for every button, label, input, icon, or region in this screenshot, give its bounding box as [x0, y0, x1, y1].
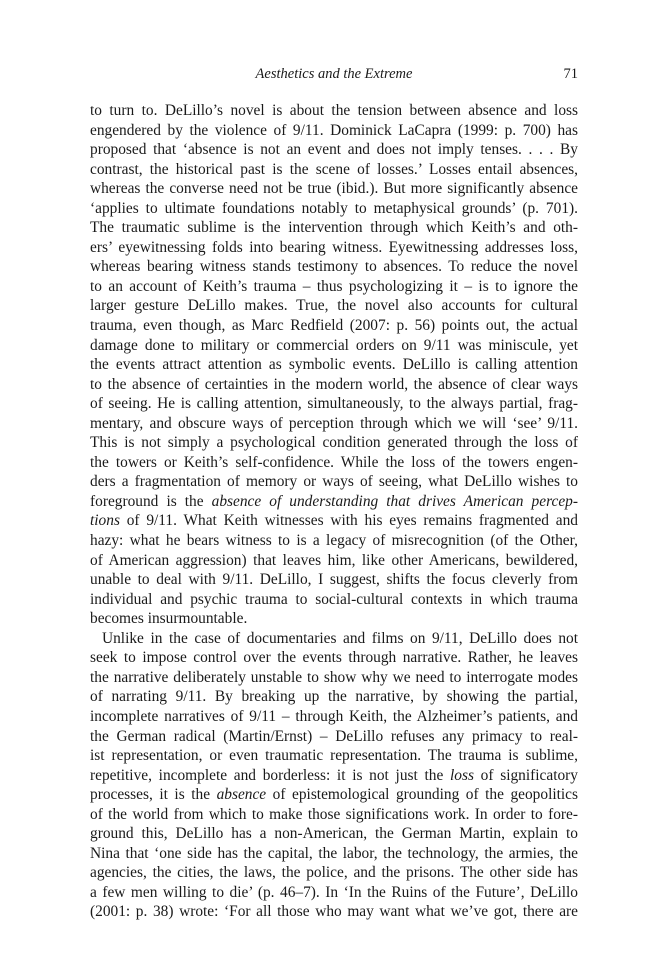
running-head [90, 66, 578, 86]
text-run: larger gesture DeLillo makes. True, the novel also accounts for cultural [90, 297, 578, 315]
italic-run: absence [216, 786, 267, 804]
text-run: of American aggression) that leaves him, like other Americans, bewildered, [90, 551, 578, 569]
text-line [90, 687, 578, 707]
text-line [90, 785, 578, 805]
text-line [90, 101, 578, 121]
text-line [90, 609, 578, 629]
text-line [90, 531, 578, 551]
text-run: The traumatic sublime is the intervention through which Keith’s and oth- [90, 219, 578, 237]
text-run: of narrating 9/11. By breaking up the narrative, by showing the partial, [90, 688, 578, 706]
text-run: This is not simply a psychological condition generated through the loss of [90, 434, 578, 452]
text-run: engendered by the violence of 9/11. Dominick LaCapra (1999: p. 700) has [90, 121, 578, 139]
text-run: ‘applies to ultimate foundations notably to metaphysical grounds’ (p. 701). [90, 199, 578, 217]
text-line [90, 160, 578, 180]
text-run: the German radical (Martin/Ernst) – DeLillo refuses any primacy to real- [90, 727, 578, 745]
text-run: ground this, DeLillo has a non-American, the German Martin, explain to [90, 825, 578, 843]
text-line [90, 257, 578, 277]
text-line [90, 707, 578, 727]
italic-run: tions [90, 512, 120, 530]
text-run: unable to deal with 9/11. DeLillo, I suggest, shifts the focus cleverly from [90, 571, 578, 589]
text-run: to the absence of certainties in the modern world, the absence of clear ways [90, 375, 578, 393]
text-run: the narrative deliberately unstable to show why we need to interrogate modes [90, 668, 578, 686]
text-line [90, 375, 578, 395]
text-line [90, 863, 578, 883]
text-line [90, 179, 578, 199]
text-line [90, 414, 578, 434]
text-run: repetitive, incomplete and borderless: it is not just the [90, 766, 451, 784]
text-run: of the world from which to make those significations work. In order to fore- [90, 805, 578, 823]
text-run: mentary, and obscure ways of perception through which we will ‘see’ 9/11. [90, 414, 578, 432]
text-line [90, 902, 578, 922]
text-run: agencies, the cities, the laws, the police, and the prisons. The other side has [90, 864, 578, 882]
italic-run: absence of understanding that drives American percep- [211, 492, 578, 510]
page-number: 71 [563, 66, 578, 82]
text-run: contrast, the historical past is the scene of losses.’ Losses entail absences, [90, 160, 578, 178]
text-run: the events attract attention as symbolic events. DeLillo is calling attention [90, 356, 578, 374]
text-line [90, 570, 578, 590]
text-line [90, 883, 578, 903]
text-line [90, 238, 578, 258]
text-run: individual and psychic trauma to social-cultural contexts in which trauma [90, 590, 578, 608]
text-line [90, 199, 578, 219]
paragraph [90, 101, 578, 629]
text-line [90, 766, 578, 786]
text-run: ist representation, or even traumatic representation. The trauma is sublime, [90, 747, 578, 765]
text-run: becomes insurmountable. [90, 610, 248, 628]
text-line [90, 394, 578, 414]
text-line [90, 844, 578, 864]
text-line [90, 824, 578, 844]
paragraph [90, 629, 578, 922]
text-line [90, 511, 578, 531]
text-line [90, 805, 578, 825]
text-run: Unlike in the case of documentaries and films on 9/11, DeLillo does not [102, 629, 578, 647]
text-run: trauma, even though, as Marc Redfield (2007: p. 56) points out, the actual [90, 317, 578, 335]
text-line [90, 590, 578, 610]
text-run: to turn to. DeLillo’s novel is about the tension between absence and loss [90, 102, 578, 119]
text-run: of significatory [473, 766, 578, 784]
text-line [90, 316, 578, 336]
text-line [90, 355, 578, 375]
text-run: of seeing. He is calling attention, simultaneously, to the always partial, frag- [90, 395, 578, 413]
text-line [90, 551, 578, 571]
text-line [90, 433, 578, 453]
italic-run: loss [450, 766, 474, 784]
text-run: whereas the converse need not be true (ibid.). But more significantly absence [90, 180, 578, 198]
text-line [90, 648, 578, 668]
text-run: the towers or Keith’s self-confidence. While the loss of the towers engen- [90, 453, 578, 471]
text-run: of 9/11. What Keith witnesses with his eyes remains fragmented and [119, 512, 578, 530]
text-run: to an account of Keith’s trauma – thus psychologizing it – is to ignore the [90, 277, 578, 295]
text-run: processes, it is the [90, 786, 217, 804]
text-run: of epistemological grounding of the geopolitics [266, 786, 578, 804]
text-line [90, 121, 578, 141]
text-run: (2001: p. 38) wrote: ‘For all those who may want what we’ve got, there are [90, 903, 578, 921]
text-line [90, 140, 578, 160]
text-line [90, 668, 578, 688]
text-run: ders a fragmentation of memory or ways of seeing, what DeLillo wishes to [90, 473, 578, 491]
text-run: ers’ eyewitnessing folds into bearing witness. Eyewitnessing addresses loss, [90, 238, 578, 256]
text-line [90, 277, 578, 297]
text-line [90, 453, 578, 473]
text-run: seek to impose control over the events through narrative. Rather, he leaves [90, 649, 578, 667]
text-run: hazy: what he bears witness to is a legacy of misrecognition (of the Other, [90, 532, 578, 550]
running-title: Aesthetics and the Extreme [255, 66, 413, 82]
text-run: proposed that ‘absence is not an event and does not imply tenses. . . . By [90, 141, 578, 159]
text-line [90, 336, 578, 356]
text-line [90, 727, 578, 747]
text-line [90, 629, 578, 649]
text-run: foreground is the [90, 492, 212, 510]
text-run: whereas bearing witness stands testimony to absences. To reduce the novel [90, 258, 578, 276]
text-run: damage done to military or commercial orders on 9/11 was miniscule, yet [90, 336, 578, 354]
text-line [90, 472, 578, 492]
text-line [90, 746, 578, 766]
text-run: incomplete narratives of 9/11 – through Keith, the Alzheimer’s patients, and [90, 707, 578, 725]
text-run: a few men willing to die’ (p. 46–7). In ‘In the Ruins of the Future’, DeLillo [90, 883, 578, 901]
text-line [90, 218, 578, 238]
text-line [90, 296, 578, 316]
text-run: Nina that ‘one side has the capital, the labor, the technology, the armies, the [90, 844, 578, 862]
text-line [90, 492, 578, 512]
body-text [90, 101, 578, 922]
